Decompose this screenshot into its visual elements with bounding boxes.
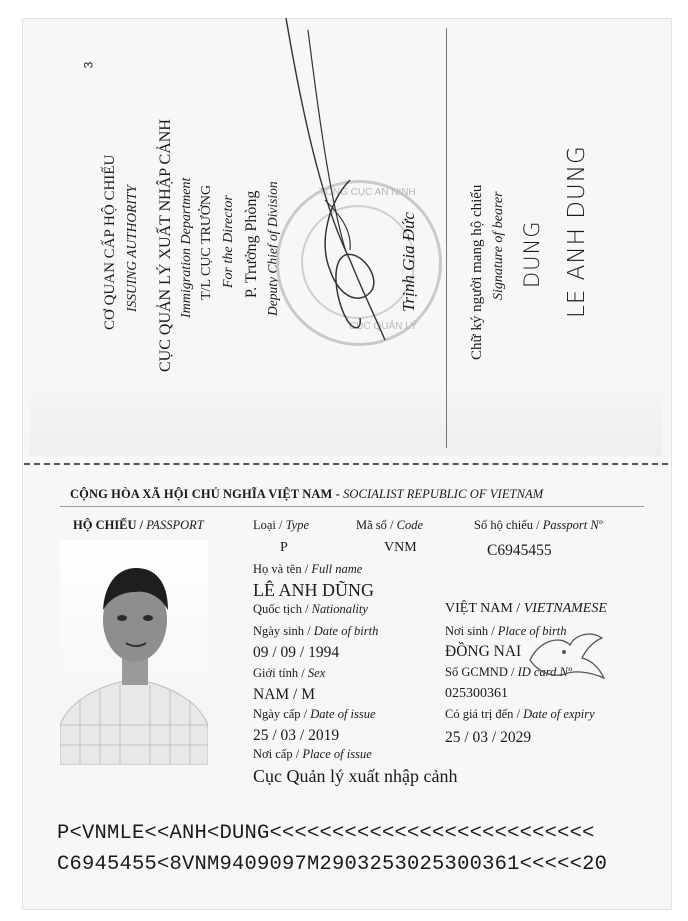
place-of-birth-value: ĐỒNG NAI <box>445 643 522 660</box>
header-rule <box>60 506 644 507</box>
page-number: 3 <box>81 61 96 69</box>
date-of-issue-label: Ngày cấp / Date of issue <box>253 707 376 721</box>
nationality-value: VIỆT NAM / VIETNAMESE <box>445 601 607 616</box>
passport-number-label: Số hộ chiếu / Passport Nº <box>474 518 603 532</box>
type-label: Loại / Type <box>253 518 310 532</box>
mrz-line-2: C6945455<8VNM9409097M2903253025300361<<<<<20 <box>57 853 608 876</box>
nationality-label: Quốc tịch / Nationality <box>253 602 368 616</box>
date-of-birth-label: Ngày sinh / Date of birth <box>253 624 379 638</box>
sex-value: NAM / M <box>253 686 316 703</box>
country-header: CỘNG HÒA XÃ HỘI CHỦ NGHĨA VIỆT NAM - SOCIALIST REPUBLIC OF VIETNAM <box>70 487 544 501</box>
issuing-authority-vn: CƠ QUAN CẤP HỘ CHIẾU <box>102 154 118 330</box>
date-of-issue-value: 25 / 03 / 2019 <box>253 727 340 744</box>
bearer-signature-line1: DUNG <box>520 220 544 288</box>
department-en: Immigration Department <box>179 177 194 318</box>
bearer-signature-label-en: Signature of bearer <box>491 191 506 300</box>
holder-photo <box>60 540 208 765</box>
issuing-authority-en: ISSUING AUTHORITY <box>124 185 139 312</box>
signer-title-vn: P. Trưởng Phòng <box>243 190 260 298</box>
fold-line <box>24 463 668 465</box>
date-of-expiry-label: Có giá trị đến / Date of expiry <box>445 707 595 721</box>
for-director-vn: T/L CỤC TRƯỞNG <box>199 184 214 300</box>
full-name-label: Họ và tên / Full name <box>253 562 363 576</box>
mrz-line-1: P<VNMLE<<ANH<DUNG<<<<<<<<<<<<<<<<<<<<<<<<<< <box>57 822 595 845</box>
for-director-en: For the Director <box>221 195 236 288</box>
place-of-issue-label: Nơi cấp / Place of issue <box>253 747 372 761</box>
stamp-text-1: TỔNG CỤC AN NINH <box>319 187 416 198</box>
dove-watermark-icon <box>520 620 610 690</box>
divider-line <box>446 28 447 448</box>
document-type-label: HỘ CHIẾU / PASSPORT <box>73 518 204 532</box>
date-of-birth-value: 09 / 09 / 1994 <box>253 644 340 661</box>
code-label: Mã số / Code <box>356 518 424 532</box>
stamp-text-2: CỤC QUẢN LÝ <box>349 321 418 332</box>
passport-number-value: C6945455 <box>487 542 552 559</box>
department-vn: CỤC QUẢN LÝ XUẤT NHẬP CẢNH <box>157 119 174 372</box>
signer-title-en: Deputy Chief of Division <box>265 181 280 316</box>
place-of-issue-value: Cục Quản lý xuất nhập cảnh <box>253 766 458 786</box>
id-card-label: Số GCMND / ID card Nº <box>445 665 572 679</box>
sex-label: Giới tính / Sex <box>253 666 326 680</box>
place-of-birth-label: Nơi sinh / Place of birth <box>445 624 567 638</box>
signer-name: Trịnh Gia Đức <box>399 212 418 312</box>
full-name-value: LÊ ANH DŨNG <box>253 580 374 600</box>
code-value: VNM <box>384 540 417 555</box>
date-of-expiry-value: 25 / 03 / 2029 <box>445 729 532 746</box>
id-card-value: 025300361 <box>445 686 508 701</box>
type-value: P <box>280 540 288 555</box>
bearer-signature-label-vn: Chữ ký người mang hộ chiếu <box>469 184 485 360</box>
bearer-signature-line2: LE ANH DUNG <box>564 145 590 318</box>
